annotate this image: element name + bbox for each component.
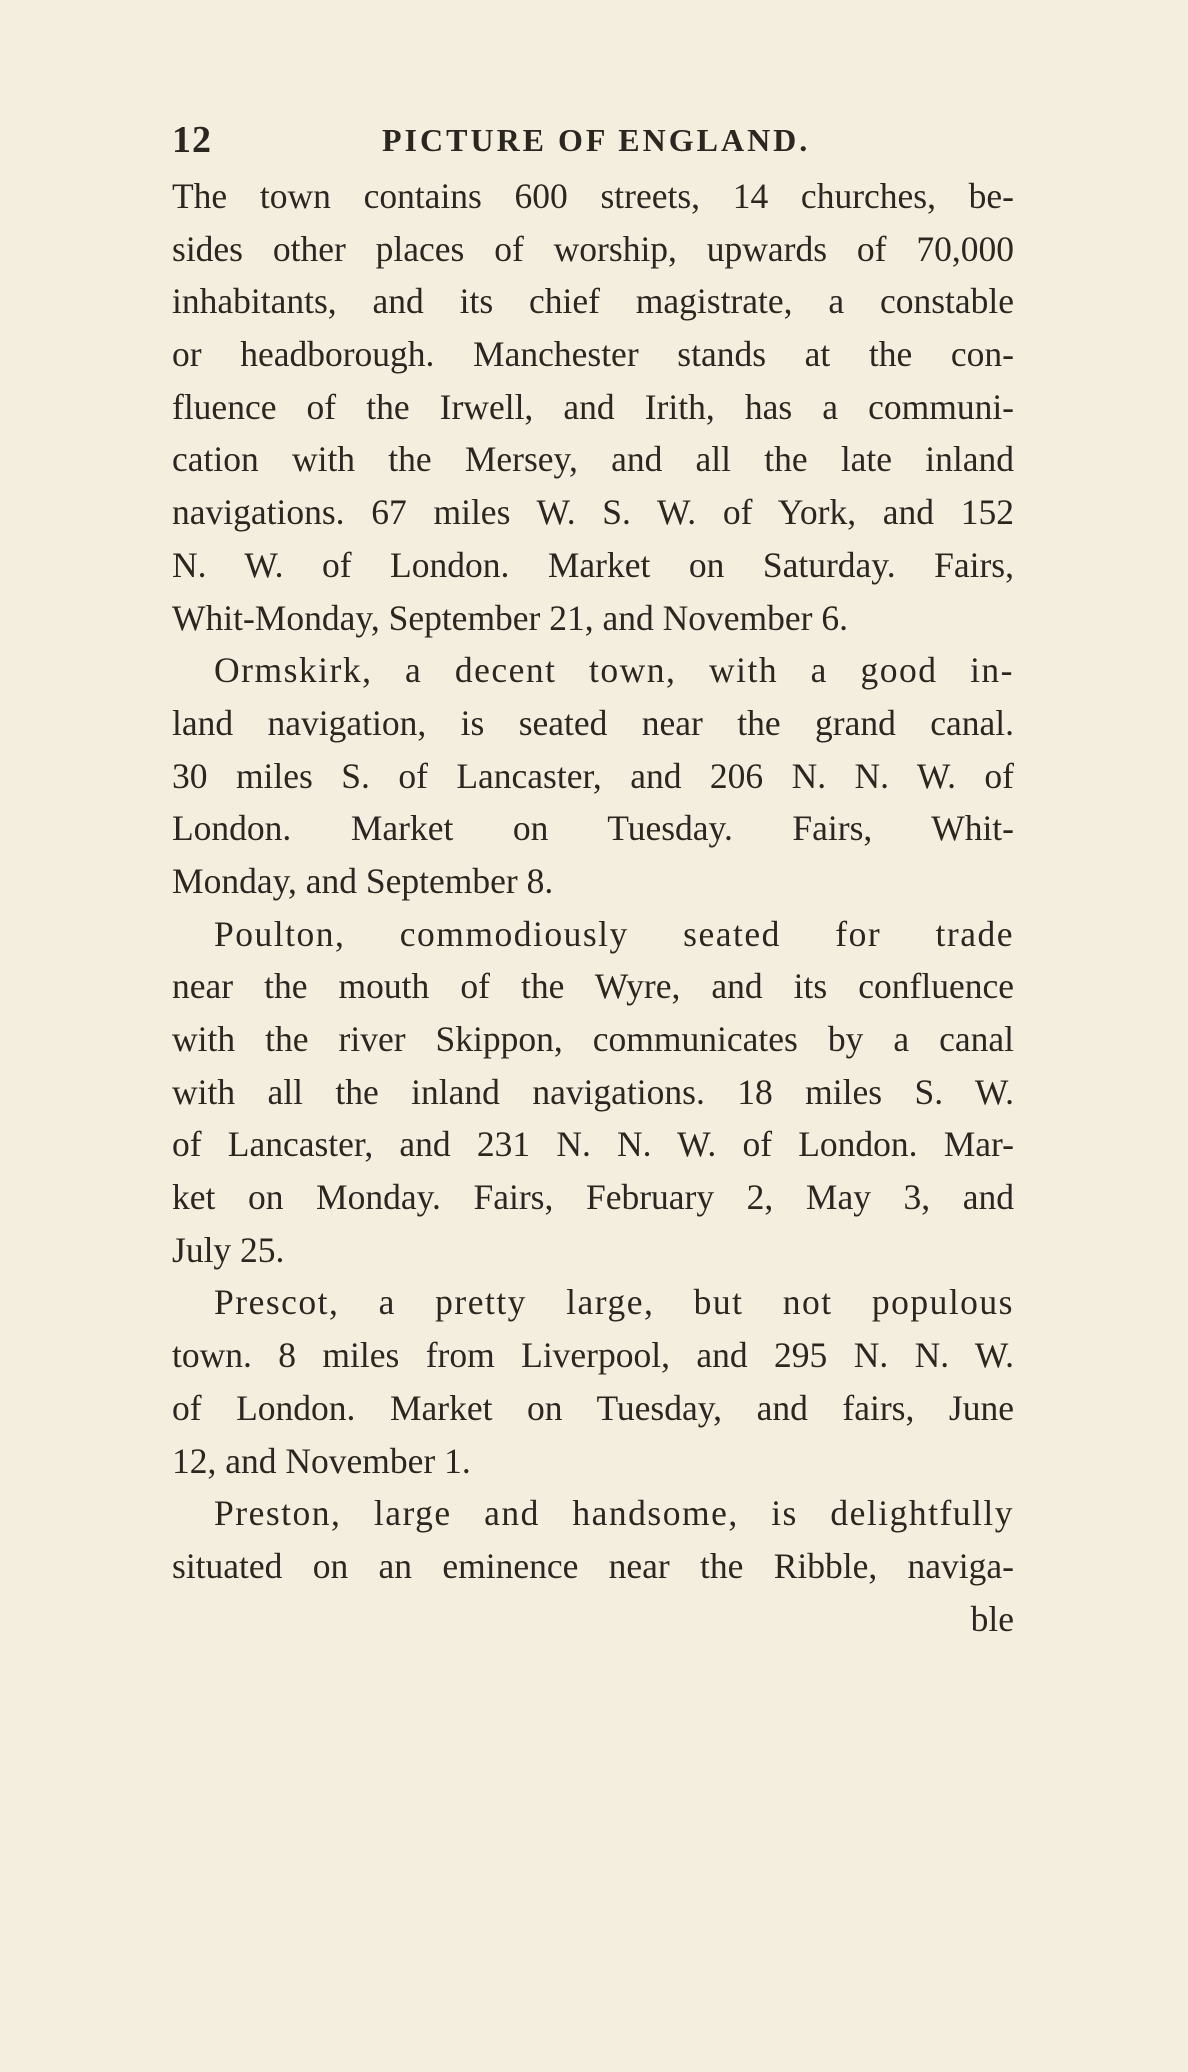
text-line: 12, and November 1. bbox=[172, 1440, 471, 1481]
entry-ormskirk: Ormskirk, a decent town, with a good in- bbox=[214, 650, 1014, 691]
entry-poulton: Poulton, commodiously seated for trade bbox=[214, 913, 1014, 954]
text-line: London. Market on Tuesday. Fairs, Whit- bbox=[172, 808, 1014, 849]
text-line: inhabitants, and its chief magistrate, a constable bbox=[172, 281, 1014, 322]
text-line: land navigation, is seated near the grand canal. bbox=[172, 702, 1014, 743]
text-line: N. W. of London. Market on Saturday. Fairs, bbox=[172, 544, 1014, 585]
entry-prescot: Prescot, a pretty large, but not populous bbox=[214, 1282, 1014, 1323]
text-line: Monday, and September 8. bbox=[172, 860, 554, 901]
page-number: 12 bbox=[172, 119, 212, 161]
text-line: sides other places of worship, upwards of 70,000 bbox=[172, 228, 1014, 269]
text-line: fluence of the Irwell, and Irith, has a communi- bbox=[172, 386, 1014, 427]
body-text bbox=[172, 170, 1014, 1645]
text-line: situated on an eminence near the Ribble, naviga- bbox=[172, 1545, 1014, 1586]
text-line: of London. Market on Tuesday, and fairs, June bbox=[172, 1387, 1014, 1428]
text-line: cation with the Mersey, and all the late inland bbox=[172, 439, 1014, 480]
text-line: navigations. 67 miles W. S. W. of York, and 152 bbox=[172, 492, 1014, 533]
running-head: PICTURE OF ENGLAND. bbox=[382, 122, 811, 158]
text-line: town. 8 miles from Liverpool, and 295 N. N. W. bbox=[172, 1335, 1014, 1376]
text-line: near the mouth of the Wyre, and its confluence bbox=[172, 966, 1014, 1007]
text-line: The town contains 600 streets, 14 churches, be- bbox=[172, 176, 1014, 216]
entry-preston: Preston, large and handsome, is delightfully bbox=[214, 1493, 1014, 1534]
text-line: of Lancaster, and 231 N. N. W. of London. Mar- bbox=[172, 1124, 1014, 1165]
text-line: with all the inland navigations. 18 miles S. W. bbox=[172, 1071, 1014, 1112]
catchword: ble bbox=[970, 1598, 1014, 1639]
text-line: or headborough. Manchester stands at the con- bbox=[172, 334, 1014, 375]
text-line: July 25. bbox=[172, 1229, 285, 1270]
page-header bbox=[172, 118, 1014, 168]
text-line: ket on Monday. Fairs, February 2, May 3, and bbox=[172, 1177, 1014, 1218]
text-line: with the river Skippon, communicates by a canal bbox=[172, 1019, 1014, 1059]
text-line: Whit-Monday, September 21, and November 6. bbox=[172, 597, 848, 638]
text-line: 30 miles S. of Lancaster, and 206 N. N. W. of bbox=[172, 755, 1014, 796]
